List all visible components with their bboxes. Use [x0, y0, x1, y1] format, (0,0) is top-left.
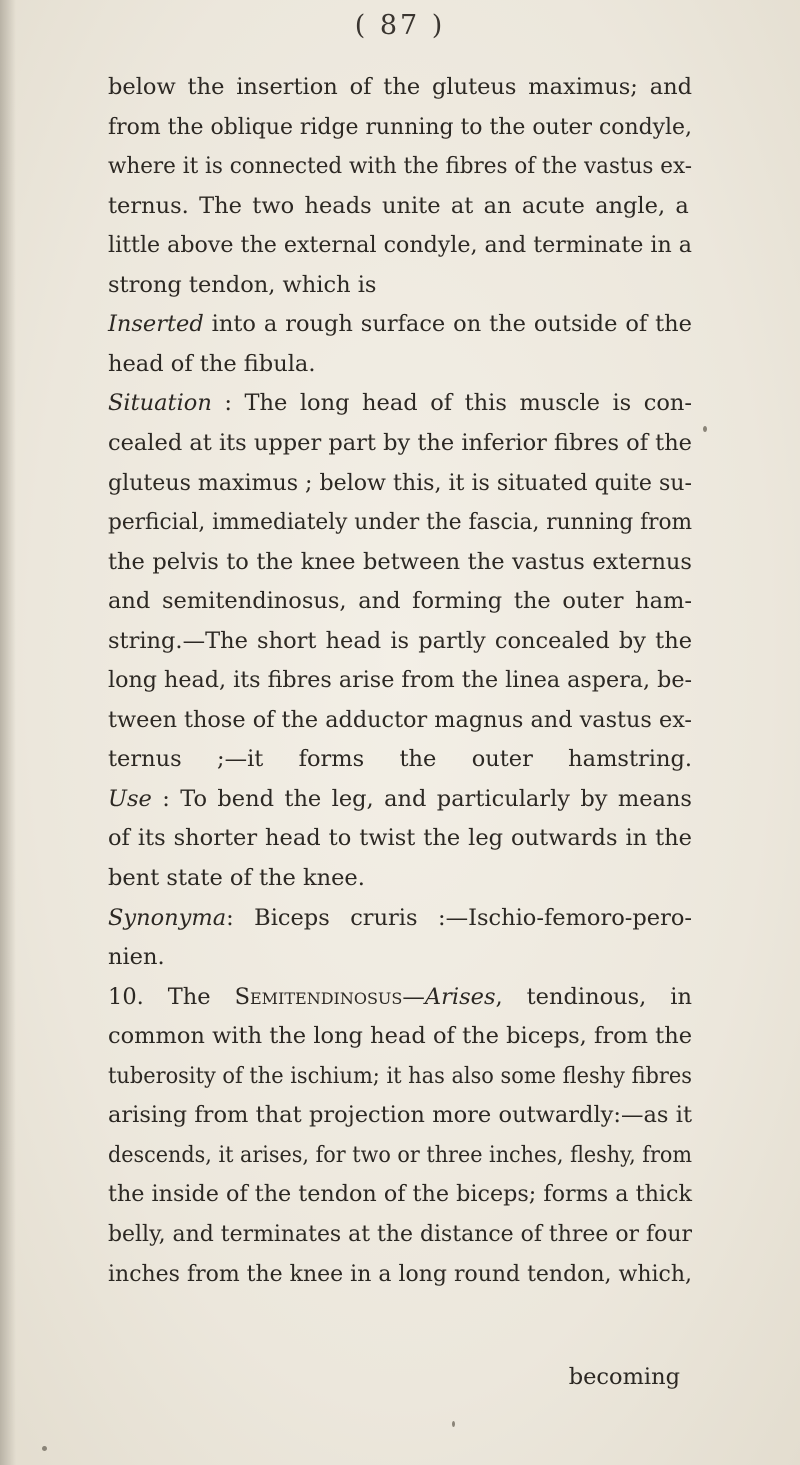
text-line	[108, 669, 692, 692]
text-line	[108, 76, 692, 99]
text-run: perficial, immediately under the fascia, running from	[108, 509, 693, 536]
text-line	[108, 946, 165, 969]
text-line	[108, 1183, 692, 1206]
text-run: from the oblique ridge running to the outer condyle,	[108, 113, 693, 140]
italic-run: Use	[108, 785, 152, 812]
text-run: the pelvis to the knee between the vastus externus	[108, 548, 692, 575]
text-run: and semitendinosus, and forming the outer ham-	[108, 588, 692, 615]
text-run: arising from that projection more outwardly:—as it	[108, 1102, 692, 1129]
text-line	[108, 1260, 693, 1287]
text-run: head of the fibula.	[108, 350, 316, 377]
text-run: the inside of the tendon of the biceps; forms a thick	[108, 1181, 692, 1208]
ink-speck	[452, 1421, 455, 1427]
text-run: ternus ;—it forms the outer hamstring.	[108, 746, 693, 773]
text-line	[108, 313, 692, 336]
text-run: gluteus maximus ; below this, it is situated quite su-	[108, 469, 692, 496]
italic-run: Situation	[108, 390, 212, 417]
text-run: tuberosity of the ischium; it has also some fleshy fibres	[108, 1062, 692, 1089]
text-run: into a rough surface on the outside of the	[203, 311, 692, 338]
ink-speck	[703, 426, 707, 432]
text-run: bent state of the knee.	[108, 865, 365, 891]
italic-run: Synonyma	[108, 904, 227, 931]
text-line	[108, 867, 365, 890]
text-run: where it is connected with the fibres of the vastus ex-	[108, 153, 692, 180]
text-line	[108, 983, 692, 1010]
text-run: descends, it arises, for two or three inches, fleshy, from	[108, 1141, 692, 1168]
text-run: 10. The	[108, 983, 235, 1010]
text-line	[108, 113, 693, 140]
smallcaps-run: Semitendinosus	[234, 983, 403, 1010]
text-run: strong tendon, which is	[108, 271, 377, 298]
text-line	[108, 155, 692, 178]
text-line	[108, 785, 692, 812]
text-line	[108, 590, 692, 613]
text-run: inches from the knee in a long round tendon, which,	[108, 1260, 693, 1287]
text-run: little above the external condyle, and terminate in a	[108, 232, 692, 259]
text-line	[108, 1141, 692, 1168]
text-run: : To bend the leg, and particularly by means	[151, 785, 692, 812]
text-run: nien.	[108, 944, 165, 971]
text-run: long head, its fibres arise from the linea aspera, be-	[108, 667, 693, 694]
text-run: string.—The short head is partly concealed by the	[108, 627, 693, 654]
text-line	[108, 748, 692, 771]
text-run: : The long head of this muscle is con-	[211, 390, 692, 417]
text-line	[108, 511, 692, 534]
ink-speck	[42, 1446, 47, 1451]
text-run: below the insertion of the gluteus maximus; and	[108, 74, 693, 100]
text-line	[108, 1104, 692, 1127]
text-line	[108, 627, 693, 654]
text-run: belly, and terminates at the distance of three or four	[108, 1220, 692, 1247]
text-line	[108, 548, 692, 575]
text-run: tween those of the adductor magnus and vastus ex-	[108, 706, 692, 733]
text-line	[108, 234, 692, 257]
text-line	[108, 429, 693, 456]
text-line	[108, 350, 316, 377]
catchword: becoming	[568, 1364, 680, 1390]
text-line	[108, 904, 693, 931]
italic-run: Inserted	[108, 311, 204, 338]
page-number: ( 87 )	[354, 10, 446, 41]
italic-run: Arises	[424, 983, 496, 1010]
text-line	[108, 469, 692, 496]
text-run: : Biceps cruris :—Ischio-femoro-pero-	[226, 904, 693, 931]
text-line	[108, 392, 692, 415]
text-run: of its shorter head to twist the leg outwards in the	[108, 825, 692, 852]
text-line	[108, 1220, 692, 1247]
text-line	[108, 706, 692, 733]
text-run: ternus. The two heads unite at an acute angle, a	[108, 192, 689, 219]
text-run: —	[402, 983, 425, 1010]
text-line	[108, 271, 377, 298]
text-line	[108, 192, 689, 219]
text-run: common with the long head of the biceps, from the	[108, 1023, 693, 1050]
text-run: cealed at its upper part by the inferior fibres of the	[108, 429, 693, 456]
text-line	[108, 827, 692, 850]
text-line	[108, 1062, 692, 1089]
text-run: , tendinous, in	[495, 983, 692, 1010]
text-line	[108, 1025, 692, 1048]
